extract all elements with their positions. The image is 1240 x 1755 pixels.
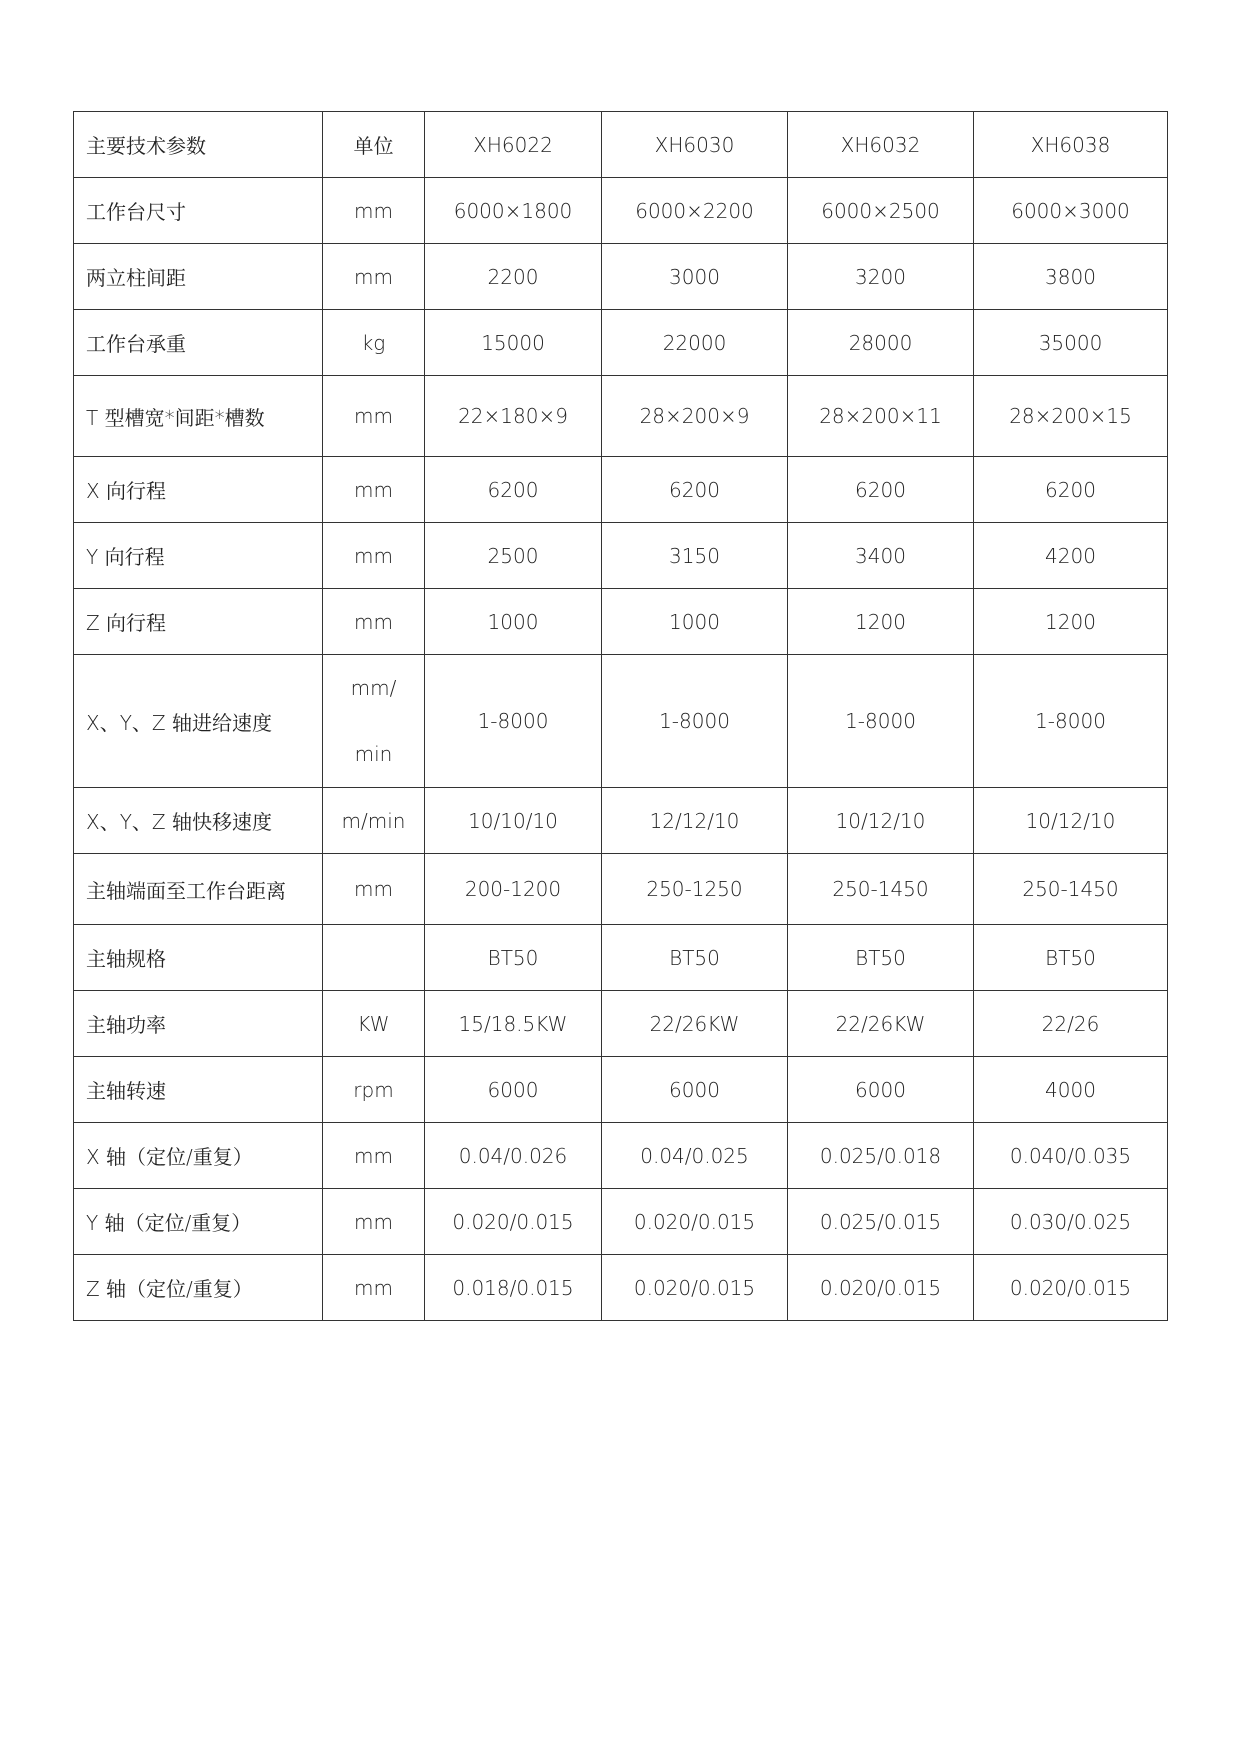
value-cell: 22/26KW	[788, 991, 974, 1057]
value-cell: 22/26KW	[602, 991, 788, 1057]
unit-cell: mm	[323, 1123, 425, 1189]
value-cell: 22/26	[974, 991, 1168, 1057]
value-cell: 0.018/0.015	[425, 1255, 602, 1321]
value-cell: 6000×2500	[788, 178, 974, 244]
value-cell: 6000×3000	[974, 178, 1168, 244]
value-cell: 28×200×11	[788, 376, 974, 457]
header-model: XH6022	[425, 112, 602, 178]
unit-cell: mm	[323, 244, 425, 310]
param-cell: X、Y、Z 轴快移速度	[74, 788, 323, 854]
param-cell: X、Y、Z 轴进给速度	[74, 655, 323, 788]
value-cell: 22×180×9	[425, 376, 602, 457]
unit-cell: mm	[323, 178, 425, 244]
table-row	[74, 854, 1168, 925]
value-cell: 28×200×15	[974, 376, 1168, 457]
value-cell: 0.020/0.015	[602, 1189, 788, 1255]
table-row	[74, 1255, 1168, 1321]
value-cell: 0.020/0.015	[602, 1255, 788, 1321]
header-unit: 单位	[323, 112, 425, 178]
value-cell: 1200	[974, 589, 1168, 655]
table-row	[74, 523, 1168, 589]
header-param: 主要技术参数	[74, 112, 323, 178]
value-cell: 28×200×9	[602, 376, 788, 457]
param-cell: 主轴功率	[74, 991, 323, 1057]
value-cell: 12/12/10	[602, 788, 788, 854]
unit-cell: mm	[323, 523, 425, 589]
value-cell: 10/12/10	[974, 788, 1168, 854]
unit-cell: m/min	[323, 788, 425, 854]
param-cell: 主轴端面至工作台距离	[74, 854, 323, 925]
unit-cell: mm	[323, 457, 425, 523]
table-row	[74, 178, 1168, 244]
value-cell: 0.020/0.015	[425, 1189, 602, 1255]
value-cell: 4200	[974, 523, 1168, 589]
table-row	[74, 1123, 1168, 1189]
unit-cell: mm	[323, 1255, 425, 1321]
value-cell: BT50	[602, 925, 788, 991]
header-model: XH6032	[788, 112, 974, 178]
value-cell: 250-1450	[788, 854, 974, 925]
param-cell: Y 轴（定位/重复）	[74, 1189, 323, 1255]
table-row	[74, 655, 1168, 788]
value-cell: 0.020/0.015	[788, 1255, 974, 1321]
value-cell: 35000	[974, 310, 1168, 376]
value-cell: 1200	[788, 589, 974, 655]
param-cell: 两立柱间距	[74, 244, 323, 310]
table-row	[74, 788, 1168, 854]
value-cell: 1-8000	[425, 655, 602, 788]
value-cell: 1000	[425, 589, 602, 655]
unit-cell: mm	[323, 589, 425, 655]
value-cell: 22000	[602, 310, 788, 376]
value-cell: 250-1450	[974, 854, 1168, 925]
value-cell: 6000	[425, 1057, 602, 1123]
value-cell: 2500	[425, 523, 602, 589]
value-cell: 3150	[602, 523, 788, 589]
table-row	[74, 376, 1168, 457]
table-header-row	[74, 112, 1168, 178]
param-cell: X 轴（定位/重复）	[74, 1123, 323, 1189]
table-row	[74, 310, 1168, 376]
value-cell: BT50	[974, 925, 1168, 991]
param-cell: X 向行程	[74, 457, 323, 523]
value-cell: 200-1200	[425, 854, 602, 925]
value-cell: 0.025/0.018	[788, 1123, 974, 1189]
value-cell: 0.04/0.025	[602, 1123, 788, 1189]
value-cell: 10/12/10	[788, 788, 974, 854]
value-cell: 6000	[788, 1057, 974, 1123]
value-cell: 2200	[425, 244, 602, 310]
value-cell: 15000	[425, 310, 602, 376]
value-cell: 28000	[788, 310, 974, 376]
value-cell: 0.040/0.035	[974, 1123, 1168, 1189]
value-cell: 0.030/0.025	[974, 1189, 1168, 1255]
value-cell: 6200	[788, 457, 974, 523]
table-row	[74, 1057, 1168, 1123]
param-cell: Y 向行程	[74, 523, 323, 589]
param-cell: 工作台尺寸	[74, 178, 323, 244]
table-row	[74, 244, 1168, 310]
table-row	[74, 457, 1168, 523]
unit-cell: mm	[323, 854, 425, 925]
value-cell: 6200	[425, 457, 602, 523]
value-cell: 3000	[602, 244, 788, 310]
table-row	[74, 925, 1168, 991]
param-cell: 工作台承重	[74, 310, 323, 376]
unit-cell: rpm	[323, 1057, 425, 1123]
value-cell: 6000×1800	[425, 178, 602, 244]
value-cell: 3200	[788, 244, 974, 310]
table-row	[74, 991, 1168, 1057]
value-cell: 6000	[602, 1057, 788, 1123]
value-cell: 1-8000	[974, 655, 1168, 788]
table-row	[74, 589, 1168, 655]
value-cell: BT50	[788, 925, 974, 991]
unit-cell: kg	[323, 310, 425, 376]
value-cell: 6200	[974, 457, 1168, 523]
spec-table	[73, 111, 1168, 1321]
param-cell: 主轴转速	[74, 1057, 323, 1123]
value-cell: 3800	[974, 244, 1168, 310]
unit-cell: mm/min	[323, 655, 425, 788]
value-cell: 15/18.5KW	[425, 991, 602, 1057]
unit-cell: KW	[323, 991, 425, 1057]
unit-cell: mm	[323, 1189, 425, 1255]
value-cell: 0.020/0.015	[974, 1255, 1168, 1321]
value-cell: 3400	[788, 523, 974, 589]
unit-cell: mm	[323, 376, 425, 457]
value-cell: 1-8000	[788, 655, 974, 788]
value-cell: 10/10/10	[425, 788, 602, 854]
unit-cell	[323, 925, 425, 991]
header-model: XH6030	[602, 112, 788, 178]
param-cell: Z 向行程	[74, 589, 323, 655]
header-model: XH6038	[974, 112, 1168, 178]
value-cell: 250-1250	[602, 854, 788, 925]
value-cell: 4000	[974, 1057, 1168, 1123]
value-cell: 0.025/0.015	[788, 1189, 974, 1255]
value-cell: 6200	[602, 457, 788, 523]
value-cell: 1000	[602, 589, 788, 655]
table-row	[74, 1189, 1168, 1255]
param-cell: T 型槽宽*间距*槽数	[74, 376, 323, 457]
param-cell: 主轴规格	[74, 925, 323, 991]
value-cell: 6000×2200	[602, 178, 788, 244]
value-cell: BT50	[425, 925, 602, 991]
value-cell: 0.04/0.026	[425, 1123, 602, 1189]
value-cell: 1-8000	[602, 655, 788, 788]
param-cell: Z 轴（定位/重复）	[74, 1255, 323, 1321]
